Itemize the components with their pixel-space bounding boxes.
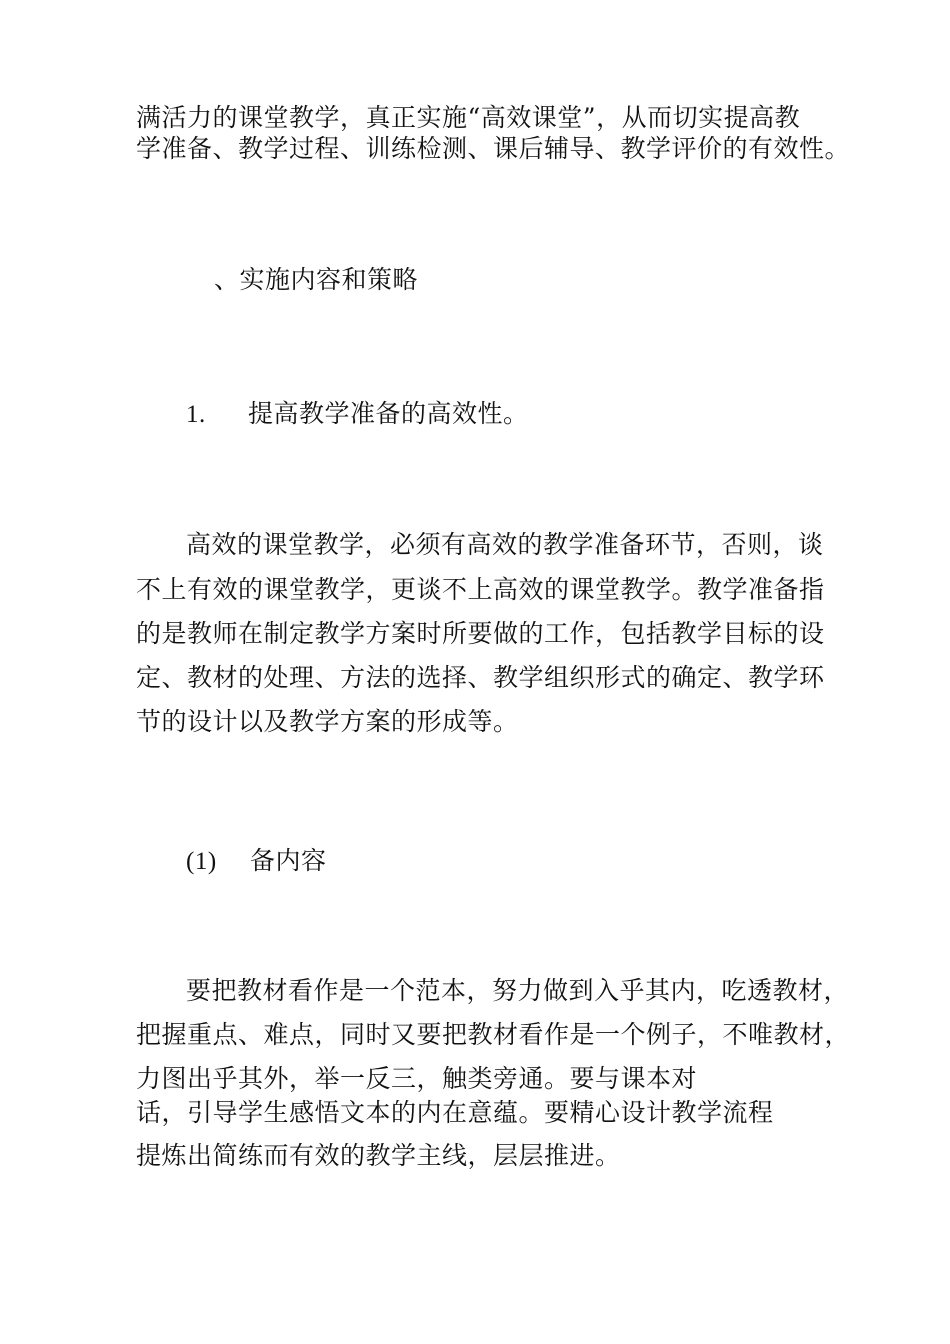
para-2-line-4: 话，引导学生感悟文本的内在意蕴。要精心设计教学流程 <box>136 1098 774 1127</box>
para-2-line-2: 把握重点、难点，同时又要把教材看作是一个例子，不唯教材， <box>136 1020 851 1049</box>
intro-line-1: 满活力的课堂教学，真正实施“高效课堂”，从而切实提高教 <box>136 103 801 132</box>
para-1-line-3: 的是教师在制定教学方案时所要做的工作，包括教学目标的设 <box>136 619 825 648</box>
section-heading: 、实施内容和策略 <box>214 265 419 294</box>
item-1-title: 提高教学准备的高效性。 <box>248 399 529 428</box>
para-1-line-1: 高效的课堂教学，必须有高效的教学准备环节，否则，谈 <box>186 530 824 559</box>
para-1-line-2: 不上有效的课堂教学，更谈不上高效的课堂教学。教学准备指 <box>136 575 825 604</box>
item-number: 1. <box>186 401 206 428</box>
para-1-line-4: 定、教材的处理、方法的选择、教学组织形式的确定、教学环 <box>136 663 825 692</box>
sub-1-number <box>186 845 217 878</box>
sub-number: (1) <box>186 848 217 875</box>
sub-1-title: 备内容 <box>250 846 327 875</box>
para-1-line-5: 节的设计以及教学方案的形成等。 <box>136 707 519 736</box>
intro-line-2: 学准备、教学过程、训练检测、课后辅导、教学评价的有效性。 <box>136 134 851 163</box>
para-2-line-3: 力图出乎其外，举一反三，触类旁通。要与课本对 <box>136 1064 698 1093</box>
item-1-number <box>186 398 206 431</box>
para-2-line-5: 提炼出简练而有效的教学主线，层层推进。 <box>136 1141 621 1170</box>
para-2-line-1: 要把教材看作是一个范本，努力做到入乎其内，吃透教材， <box>186 976 850 1005</box>
